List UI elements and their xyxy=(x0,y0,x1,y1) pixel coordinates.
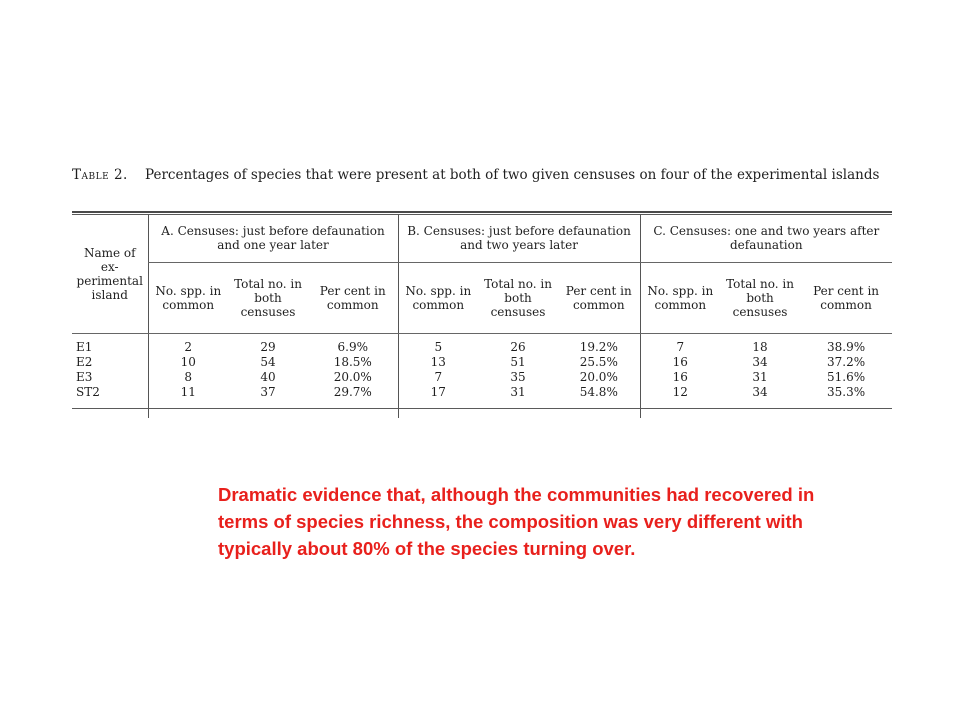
table-cell: 19.2% xyxy=(579,340,618,354)
table-caption-text: Percentages of species that were present at both of two given censuses on four of the experimental islands xyxy=(145,167,880,183)
table-cell: 13 xyxy=(430,355,446,369)
species-table xyxy=(72,214,892,418)
table-cell: 54 xyxy=(260,355,276,369)
name-header-text: Name of ex-perimental island xyxy=(76,245,143,302)
c-subheader-total: Total no. in both censuses xyxy=(720,263,800,334)
table-cell: 29.7% xyxy=(333,385,372,399)
b-total-col xyxy=(478,334,558,419)
table-cell: 51.6% xyxy=(826,370,866,384)
table-cell: 12 xyxy=(672,385,688,399)
table-bottom-rule xyxy=(72,408,892,409)
table-cell: 26 xyxy=(510,340,526,354)
table-row-island: E3 xyxy=(76,370,93,384)
table-cell: 34 xyxy=(752,385,768,399)
table-cell: 18 xyxy=(752,340,768,354)
group-b-header xyxy=(398,214,640,263)
b-common-col xyxy=(398,334,478,419)
group-a-header xyxy=(148,214,398,263)
table-label: Table 2. xyxy=(72,167,128,183)
table-cell: 29 xyxy=(260,340,276,354)
table-caption xyxy=(72,166,902,185)
table-cell: 35 xyxy=(510,370,526,384)
table-cell: 20.0% xyxy=(579,370,618,384)
table-cell: 7 xyxy=(676,340,685,354)
a-common-col xyxy=(148,334,228,419)
a-total-col xyxy=(228,334,308,419)
group-a-label: A. Censuses: just before defaunation and one year later xyxy=(161,224,385,252)
group-b-label: B. Censuses: just before defaunation and two years later xyxy=(407,224,631,252)
table-cell: 37 xyxy=(260,385,276,399)
c-common-col xyxy=(640,334,720,419)
b-percent-col xyxy=(558,334,640,419)
b-subheader-common: No. spp. in common xyxy=(398,263,478,334)
table-cell: 7 xyxy=(434,370,443,384)
a-subheader-percent: Per cent in common xyxy=(308,263,398,334)
table-cell: 40 xyxy=(260,370,276,384)
table-cell: 11 xyxy=(180,385,196,399)
table-cell: 10 xyxy=(180,355,196,369)
table-cell: 31 xyxy=(752,370,768,384)
table-cell: 17 xyxy=(430,385,446,399)
table-cell: 18.5% xyxy=(333,355,372,369)
table-top-rule xyxy=(72,211,892,213)
b-subheader-percent: Per cent in common xyxy=(558,263,640,334)
table-cell: 54.8% xyxy=(579,385,618,399)
table-cell: 2 xyxy=(184,340,193,354)
c-percent-col xyxy=(800,334,892,419)
table-cell: 25.5% xyxy=(579,355,618,369)
table-row-island: E1 xyxy=(76,340,93,354)
table-cell: 34 xyxy=(752,355,768,369)
table-cell: 20.0% xyxy=(333,370,372,384)
table-cell: 51 xyxy=(510,355,526,369)
c-total-col xyxy=(720,334,800,419)
table-row-island: ST2 xyxy=(76,385,100,399)
name-header xyxy=(72,214,148,334)
table-cell: 31 xyxy=(510,385,526,399)
table-cell: 37.2% xyxy=(826,355,866,369)
a-subheader-total: Total no. in both censuses xyxy=(228,263,308,334)
table-row-island: E2 xyxy=(76,355,93,369)
table-cell: 8 xyxy=(184,370,193,384)
table-cell: 16 xyxy=(672,370,688,384)
table-cell: 6.9% xyxy=(337,340,368,354)
group-c-header xyxy=(640,214,892,263)
a-percent-col xyxy=(308,334,398,419)
b-subheader-total: Total no. in both censuses xyxy=(478,263,558,334)
c-subheader-common: No. spp. in common xyxy=(640,263,720,334)
annotation-note: Dramatic evidence that, although the communities had recovered in terms of species richness, the composition was very different with typically about 80% of the species turning over. xyxy=(218,484,815,559)
table-cell: 38.9% xyxy=(826,340,866,354)
table-cell: 35.3% xyxy=(826,385,866,399)
c-subheader-percent: Per cent in common xyxy=(800,263,892,334)
island-names xyxy=(72,334,148,419)
a-subheader-common: No. spp. in common xyxy=(148,263,228,334)
group-c-label: C. Censuses: one and two years after defaunation xyxy=(653,224,880,252)
table-cell: 5 xyxy=(434,340,443,354)
table-cell: 16 xyxy=(672,355,688,369)
